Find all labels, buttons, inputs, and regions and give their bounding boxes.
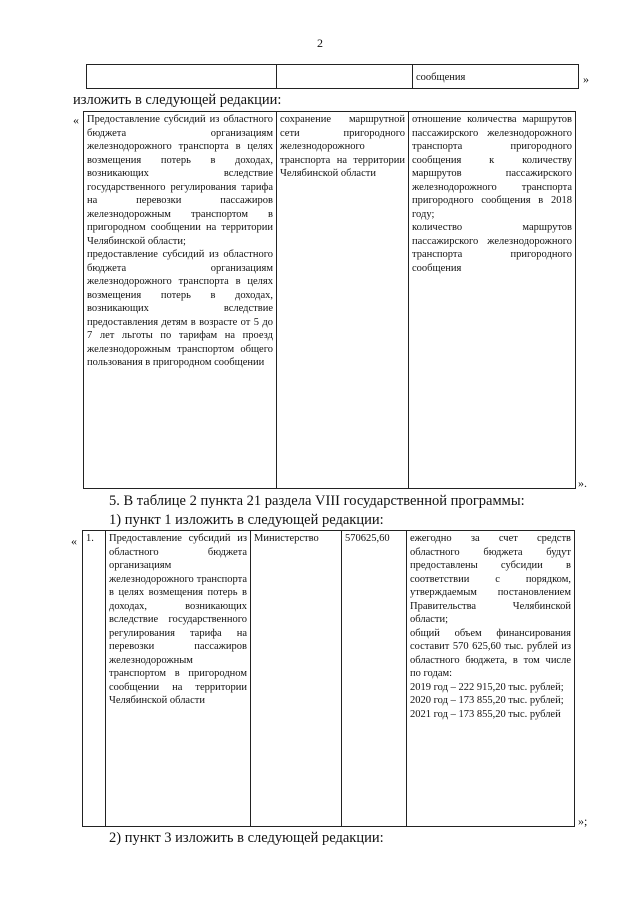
row-number: 1. [83, 531, 106, 827]
page-number: 2 [317, 36, 323, 50]
funding-description: ежегодно за счет средств областного бюджета будут предоставлены субсидии в соответствии с порядком, утверждаемым постановлением Правительства Челябинской области; общий объем финансирования составит 570 625,60 тыс. рублей из областного бюджета, в том числе по годам: 2019 год – 222 915,20 тыс. рублей; 2020 год – 173 855,20 тыс. рублей; 2021 год – 173 855,20 тыс. рублей [407, 531, 575, 827]
program-measures-table [82, 530, 575, 827]
responsible-executor: Министерство [251, 531, 342, 827]
indicators-table [83, 111, 576, 489]
measure-description: Предоставление субсидий из областного бюджета организациям железнодорожного транспорта в целях возмещения потерь в доходах, возникающих вследствие государственного регулирования тарифа на перевозки пассажиров железнодорожным транспортом в пригородном сообщении на территории Челябинской области; предоставление субсидий из областного бюджета организациям железнодорожного транспорта в целях возмещения потерь в доходах, возникающих вследствие предоставления детям в возрасте от 5 до 7 лет льготы по тарифам на проезд железнодорожным транспортом общего пользования в пригородном сообщении [84, 112, 277, 489]
opening-quote: « [71, 534, 77, 548]
item-2-line: 2) пункт 3 изложить в следующей редакции: [109, 830, 384, 846]
funding-amount: 570625,60 [342, 531, 407, 827]
measure-description: Предоставление субсидий из областного бюджета организациям железнодорожного транспорта в целях возмещения потерь в доходах, возникающих вследствие государственного регулирования тарифа на перевозки пассажиров железнодорожным транспортом в пригородном сообщении на территории Челябинской области [106, 531, 251, 827]
fragment-cell-3: сообщения [413, 65, 579, 89]
fragment-cell-1 [87, 65, 277, 89]
closing-quote: » [583, 72, 589, 86]
previous-table-fragment [86, 64, 579, 89]
opening-quote: « [73, 113, 79, 127]
item-1-line: 1) пункт 1 изложить в следующей редакции: [109, 512, 384, 528]
intro-line: изложить в следующей редакции: [73, 92, 282, 108]
task-description: сохранение маршрутной сети пригородного железнодорожного транспорта на территории Челябинской области [277, 112, 409, 489]
fragment-cell-2 [277, 65, 413, 89]
closing-quote: »; [578, 814, 588, 828]
indicator-description: отношение количества маршрутов пассажирского железнодорожного транспорта пригородного сообщения к количеству маршрутов пассажирского железнодорожного транспорта пригородного сообщения в 2018 году; количество маршрутов пассажирского железнодорожного транспорта пригородного сообщения [409, 112, 576, 489]
closing-quote: ». [578, 476, 587, 490]
section-5-line: 5. В таблице 2 пункта 21 раздела VIII государственной программы: [109, 493, 525, 509]
